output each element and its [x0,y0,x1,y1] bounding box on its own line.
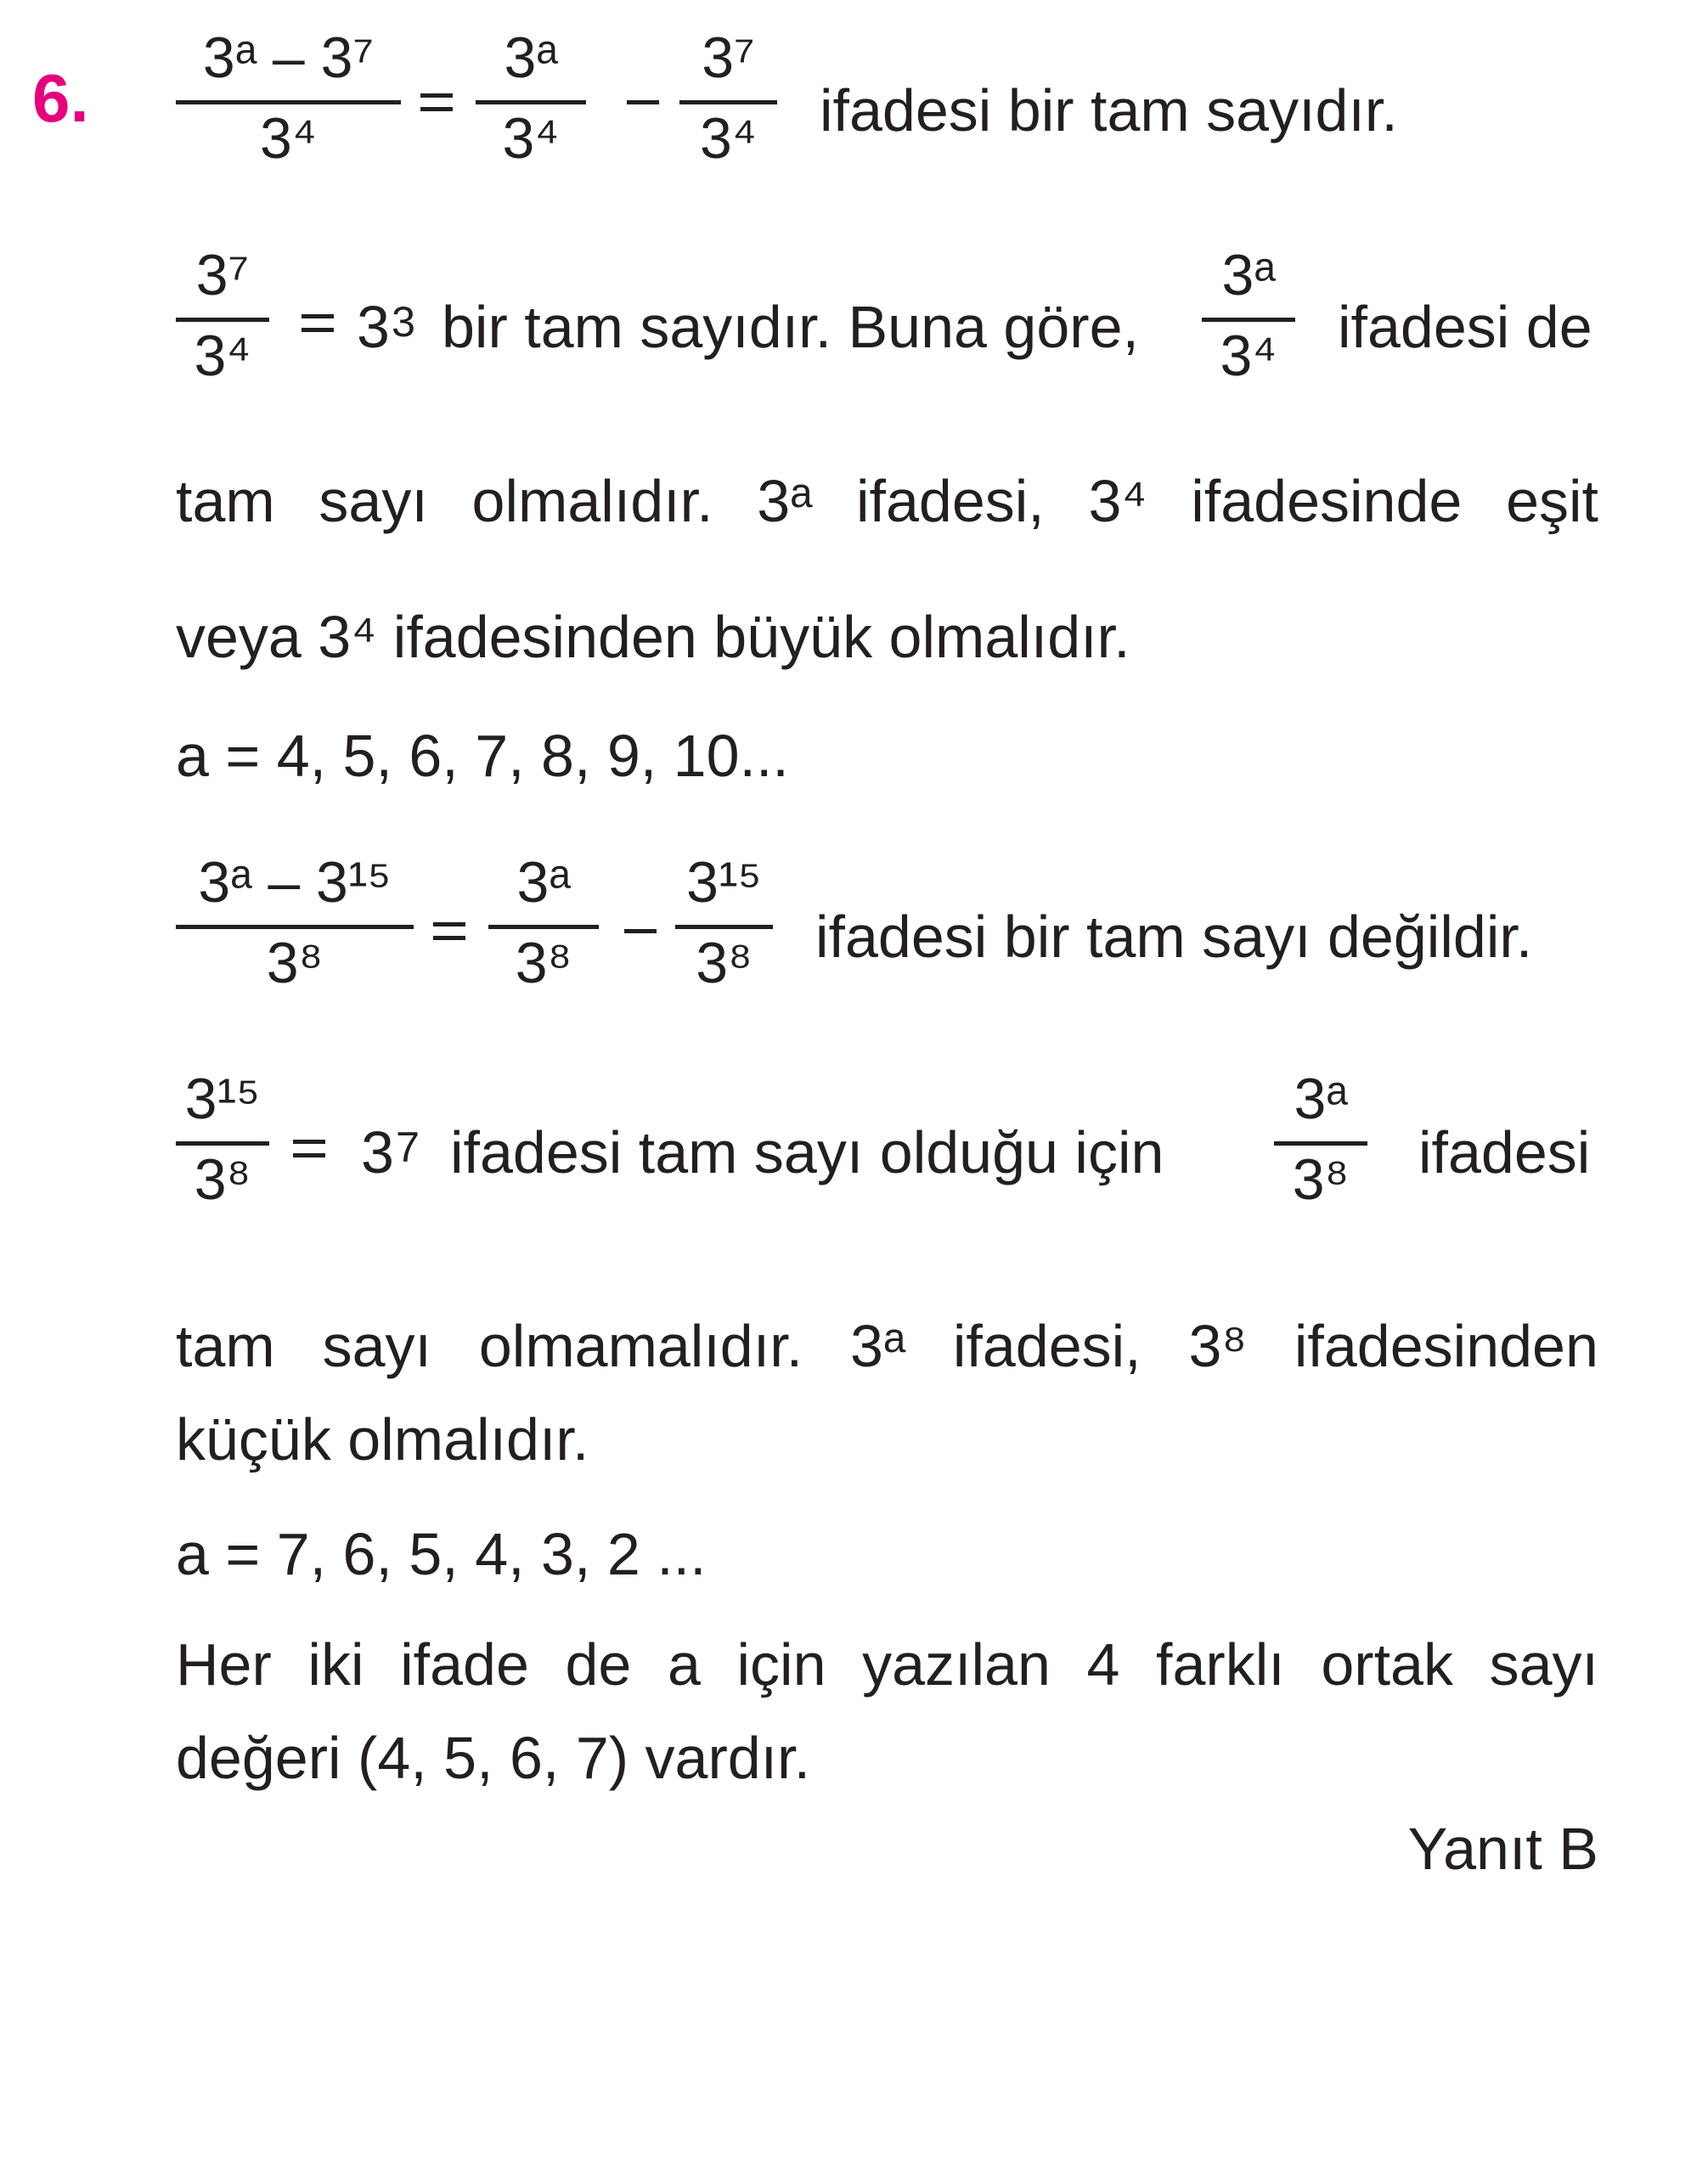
block2-line3 [176,1313,1598,1379]
block2-term1-fraction [488,850,599,995]
word: olmalıdır. [471,468,713,534]
fraction-denominator: 3⁸ [194,1147,251,1212]
fraction-denominator: 3⁸ [515,931,572,995]
block2-after-text: ifadesi [1418,1119,1591,1186]
equals-sign-top [302,314,334,318]
word: farklı [1156,1631,1285,1698]
block1-line4: veya 3⁴ ifadesinden büyük olmalıdır. [176,604,1130,670]
fraction-denominator: 3⁴ [259,106,318,171]
word: ifadesi, [855,468,1045,534]
block1-quotient-fraction [176,243,269,388]
fraction-numerator: 3ᵃ [504,25,558,90]
fraction-numerator: 3ᵃ – 3¹⁵ [198,850,392,915]
power-exponent: 3 [391,297,415,346]
fraction-denominator: 3⁴ [699,106,758,171]
word: sayı [318,468,428,534]
word: sayı [322,1313,431,1379]
fraction-numerator: 3⁷ [702,25,755,90]
word: ortak [1321,1631,1453,1698]
block1-after-text: ifadesi de [1338,294,1592,360]
fraction-numerator: 3ᵃ [1221,243,1276,307]
block2-middle-text: ifadesi tam sayı olduğu için [450,1119,1164,1186]
word: iki [307,1631,364,1698]
question-number: 6. [32,60,89,136]
fraction-numerator: 3ᵃ [516,850,571,915]
fraction-numerator: 3ᵃ – 3⁷ [202,25,375,90]
equals-sign-top [293,1140,325,1144]
word: de [565,1631,632,1698]
block2-term2-fraction [675,850,773,995]
word: a [667,1631,701,1698]
equals-sign-bottom [302,328,334,332]
power-base: 3 [357,294,390,360]
block1-tail-text: ifadesi bir tam sayıdır. [820,77,1398,144]
fraction-denominator: 3⁸ [696,931,753,995]
fraction-numerator: 3¹⁵ [184,1067,261,1131]
fraction-numerator: 3ᵃ [1294,1067,1348,1131]
block1-line3 [176,468,1598,534]
word: 3ᵃ [849,1313,905,1379]
power-exponent: 7 [395,1123,420,1172]
fraction-numerator: 3⁷ [195,243,250,307]
block1-g-fraction [1202,243,1295,388]
block2-lhs-fraction [176,850,414,995]
conclusion-line1 [176,1631,1598,1698]
equals-sign-top [433,922,465,926]
fraction-denominator: 3⁴ [502,106,560,171]
fraction-denominator: 3⁸ [1292,1147,1350,1212]
block1-lhs-fraction [176,25,401,171]
word: 3⁸ [1188,1313,1247,1379]
word: yazılan [862,1631,1051,1698]
power-expression [357,294,415,360]
fraction-denominator: 3⁴ [194,324,251,388]
word: 3ᵃ [757,468,813,534]
fraction-denominator: 3⁴ [1220,324,1277,388]
word: eşit [1506,468,1598,534]
word: tam [176,468,275,534]
answer-label: Yanıt B [1407,1816,1598,1882]
block1-term2-fraction [679,25,777,171]
word: sayı [1489,1631,1598,1698]
block1-term1-fraction [476,25,586,171]
word: 3⁴ [1088,468,1147,534]
equals-sign-bottom [433,936,465,940]
block1-values: a = 4, 5, 6, 7, 8, 9, 10... [176,723,789,789]
block2-g-fraction [1274,1067,1367,1212]
word: ifade [400,1631,529,1698]
word: için [736,1631,826,1698]
conclusion-line2: değeri (4, 5, 6, 7) vardır. [176,1725,811,1791]
minus-sign [624,929,657,933]
word: ifadesinde [1191,468,1463,534]
block2-quotient-fraction [176,1067,269,1212]
power-base: 3 [361,1119,394,1186]
word: 4 [1086,1631,1120,1698]
word: ifadesinden [1294,1313,1598,1379]
block2-values: a = 7, 6, 5, 4, 3, 2 ... [176,1521,707,1587]
block2-tail-text: ifadesi bir tam sayı değildir. [815,904,1533,970]
equals-sign-top [420,93,453,98]
equals-sign-bottom [420,107,453,111]
minus-sign [627,100,659,104]
power-expression [361,1119,420,1186]
word: olmamalıdır. [478,1313,803,1379]
block2-line4: küçük olmalıdır. [176,1406,589,1473]
word: Her [176,1631,272,1698]
fraction-denominator: 3⁸ [266,931,324,995]
word: ifadesi, [952,1313,1141,1379]
block1-middle-text: bir tam sayıdır. Buna göre, [442,294,1139,360]
word: tam [176,1313,275,1379]
fraction-numerator: 3¹⁵ [686,850,762,915]
equals-sign-bottom [293,1153,325,1157]
